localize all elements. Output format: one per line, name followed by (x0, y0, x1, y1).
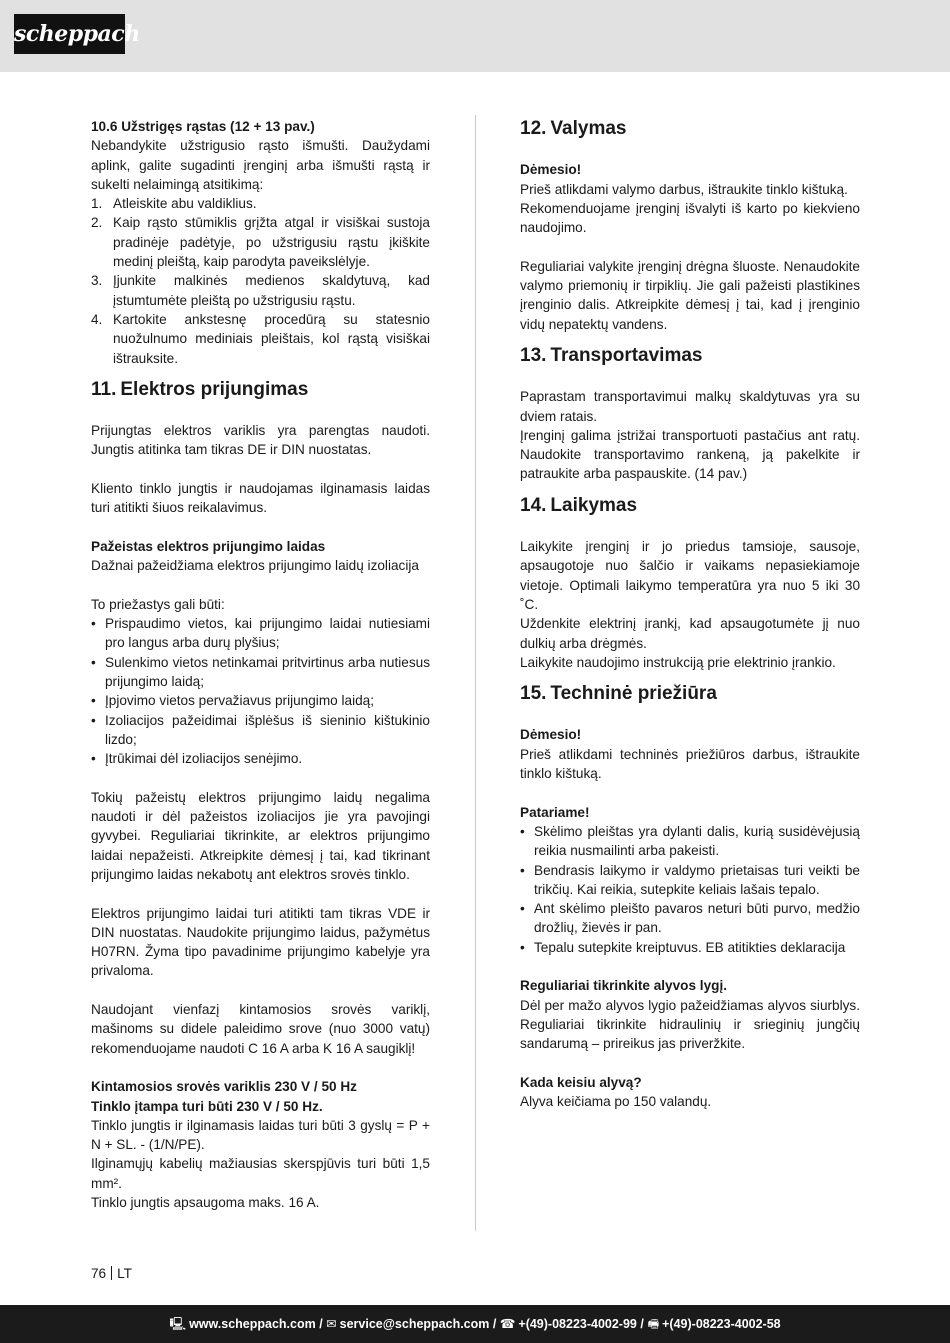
section-12-title: 12. Valymas (520, 118, 627, 139)
footer-phone[interactable]: +(49)-08223-4002-99 (518, 1317, 637, 1331)
paragraph: Tinklo jungtis apsaugoma maks. 16 A. (91, 1195, 320, 1211)
left-column (91, 117, 430, 1212)
footer-website[interactable]: www.scheppach.com (189, 1317, 316, 1331)
paragraph: Dažnai pažeidžiama elektros prijungimo laidų izoliacija (91, 558, 419, 574)
paragraph: Reguliariai valykite įrenginį drėgna šluoste. Nenaudokite valymo priemonių ir tirpiklių. Jie gali pažeisti plastikines įrenginio dalis. Atkreipkite dėmesį į tai, kad į įrenginio vidų nepatektų vandens. (520, 258, 860, 332)
page-number: 76 LT (91, 1266, 132, 1281)
list-item: 4. Kartokite ankstesnę procedūrą su statesnio nuožulnumo mediniais pleištais, kol rąstą visiškai ištrauksite. (91, 311, 430, 366)
mains-voltage-heading: Tinklo įtampa turi būti 230 V / 50 Hz. (91, 1098, 323, 1114)
paragraph: Prieš atlikdami techninės priežiūros darbus, ištraukite tinklo kištuką. (520, 746, 860, 782)
attention-label: Dėmesio! (520, 162, 582, 178)
oil-level-heading: Reguliariai tikrinkite alyvos lygį. (520, 978, 728, 994)
section-11-title: 11. Elektros prijungimas (91, 378, 309, 400)
list-item: • Skėlimo pleištas yra dylanti dalis, kurią susidėvėjusią reikia nusmailinti arba pakeisti. (520, 823, 860, 859)
paragraph: Dėl per mažo alyvos lygio pažeidžiamas alyvos siurblys. Reguliariai tikrinkite hidraulinių ir srieginių jungčių sandarumą – prireikus jas priveržkite. (520, 997, 860, 1052)
advice-list (520, 822, 860, 957)
paragraph: Laikykite įrenginį ir jo priedus tamsioje, sausoje, apsaugotoje nuo šalčio ir vaikams nepasiekiamoje vietoje. Optimali laikymo temperatūra yra nuo 5 iki 30 ˚C. (520, 539, 860, 612)
phone-icon: ☎ (499, 1317, 516, 1331)
ac-motor-heading: Kintamosios srovės variklis 230 V / 50 Hz (91, 1079, 357, 1095)
paragraph: Laikykite naudojimo instrukciją prie elektrinio įrankio. (520, 654, 836, 670)
list-item: • Izoliacijos pažeidimai išplėšus iš sieninio kištukinio lizdo; (91, 712, 430, 747)
damaged-cable-heading: Pažeistas elektros prijungimo laidas (91, 538, 326, 554)
paragraph: Kliento tinklo jungtis ir naudojamas ilginamasis laidas turi atitikti šiuos reikalavimus. (91, 481, 430, 516)
list-item: • Prispaudimo vietos, kai prijungimo laidai nutiesiami pro langus arba durų plyšius; (91, 616, 430, 651)
list-item: • Sulenkimo vietos netinkamai pritvirtinus arba nutiesus prijungimo laidą; (91, 654, 430, 690)
paragraph: Tinklo jungtis ir ilginamasis laidas turi būti 3 gyslų = P + N + SL. - (1/N/PE). (91, 1117, 430, 1153)
list-item: • Bendrasis laikymo ir valdymo prietaisas turi veikti be trikčių. Kai reikia, sutepkite keliais lašais tepalo. (520, 862, 860, 897)
fax-icon: 🖷 (647, 1317, 660, 1331)
footer-bar: 🖳 www.scheppach.com / ✉ service@scheppach.com / ☎ +(49)-08223-4002-99 / 🖷 +(49)-08223-4002-58 (0, 1305, 950, 1343)
footer-email[interactable]: service@scheppach.com (339, 1317, 490, 1331)
paragraph: Įrenginį galima įstrižai transportuoti pastačius ant ratų. Naudokite transportavimo rankeną, ją pakelkite ir patraukite arba paspauskite. (14 pav.) (520, 427, 860, 482)
list-item: • Įpjovimo vietos pervažiavus prijungimo laidą; (91, 693, 374, 709)
footer-fax: +(49)-08223-4002-58 (662, 1317, 781, 1331)
oil-change-heading: Kada keisiu alyvą? (520, 1074, 642, 1090)
causes-list (91, 614, 430, 768)
right-column (520, 117, 860, 1111)
paragraph: Ilginamųjų kabelių mažiausias skerspjūvis turi būti 1,5 mm². (91, 1156, 430, 1191)
paragraph: Alyva keičiama po 150 valandų. (520, 1094, 712, 1110)
list-item: 3. Įjunkite malkinės medienos skaldytuvą, kad įstumtumėte pleištą po užstrigusiu rąstu. (91, 273, 430, 308)
header-bar (0, 0, 950, 72)
paragraph: Tokių pažeistų elektros prijungimo laidų negalima naudoti ir dėl pažeistos izoliacijos jie yra pavojingi gyvybei. Reguliariai tikrinkite, ar elektros prijungimo laidai nepažeisti. Atkreipkite dėmesį į tai, kad tikrinant prijungimo laidas nekabotų ant elektros srovės tinklo. (91, 789, 430, 882)
section-10-6-heading: 10.6 Užstrigęs rąstas (12 + 13 pav.) (91, 119, 315, 134)
list-item: • Ant skėlimo pleišto pavaros neturi būti purvo, medžio drožlių, žievės ir pan. (520, 901, 860, 936)
section-10-6-intro: Nebandykite užstrigusio rąsto išmušti. Daužydami aplink, galite sugadinti įrenginį arba išmušti rąstą ir sukelti nelaimingą atsitikimą: (91, 138, 430, 192)
paragraph: Prieš atlikdami valymo darbus, ištraukite tinklo kištuką. (520, 181, 848, 197)
causes-intro: To priežastys gali būti: (91, 596, 225, 612)
section-13-title: 13. Transportavimas (520, 344, 703, 366)
paragraph: Elektros prijungimo laidai turi atitikti tam tikras VDE ir DIN nuostatas. Naudokite prijungimo laidus, pažymėtus H07RN. Žyma tipo pavadinime prijungimo kabelyje yra privaloma. (91, 905, 430, 979)
list-item: • Tepalu sutepkite kreiptuvus. EB atitikties deklaracija (520, 939, 846, 955)
section-15-title: 15. Techninė priežiūra (520, 683, 717, 705)
brand-logo: scheppach (14, 14, 125, 54)
paragraph: Naudojant vienfazį kintamosios srovės variklį, mašinoms su didele paleidimo srove (nuo 3000 vatų) rekomenduojame naudoti C 16 A arba K 16 A saugiklį! (91, 1002, 430, 1056)
paragraph: Uždenkite elektrinį įrankį, kad apsaugotumėte jį nuo dulkių arba drėgmės. (520, 616, 860, 651)
list-item: 2. Kaip rąsto stūmiklis grįžta atgal ir visiškai sustoja pradinėje padėtyje, po užstrigusiu rąstu įkiškite medinį pleištą, kaip parodyta paveikslėlyje. (91, 215, 430, 270)
attention-label: Dėmesio! (520, 727, 582, 743)
list-item: • Įtrūkimai dėl izoliacijos senėjimo. (91, 751, 303, 767)
paragraph: Rekomenduojame įrenginį išvalyti iš karto po kiekvieno naudojimo. (520, 200, 860, 236)
stuck-log-steps (91, 194, 430, 368)
computer-icon: 🖳 (169, 1317, 187, 1331)
envelope-icon: ✉ (326, 1317, 337, 1331)
paragraph: Paprastam transportavimui malkų skaldytuvas yra su dviem ratais. (520, 389, 860, 424)
column-divider (475, 115, 476, 1231)
section-14-title: 14. Laikymas (520, 494, 638, 516)
paragraph: Prijungtas elektros variklis yra parengtas naudoti. Jungtis atitinka tam tikras DE ir DIN nuostatas. (91, 423, 430, 458)
list-item: 1. Atleiskite abu valdiklius. (91, 196, 257, 212)
advice-heading: Patariame! (520, 804, 590, 820)
